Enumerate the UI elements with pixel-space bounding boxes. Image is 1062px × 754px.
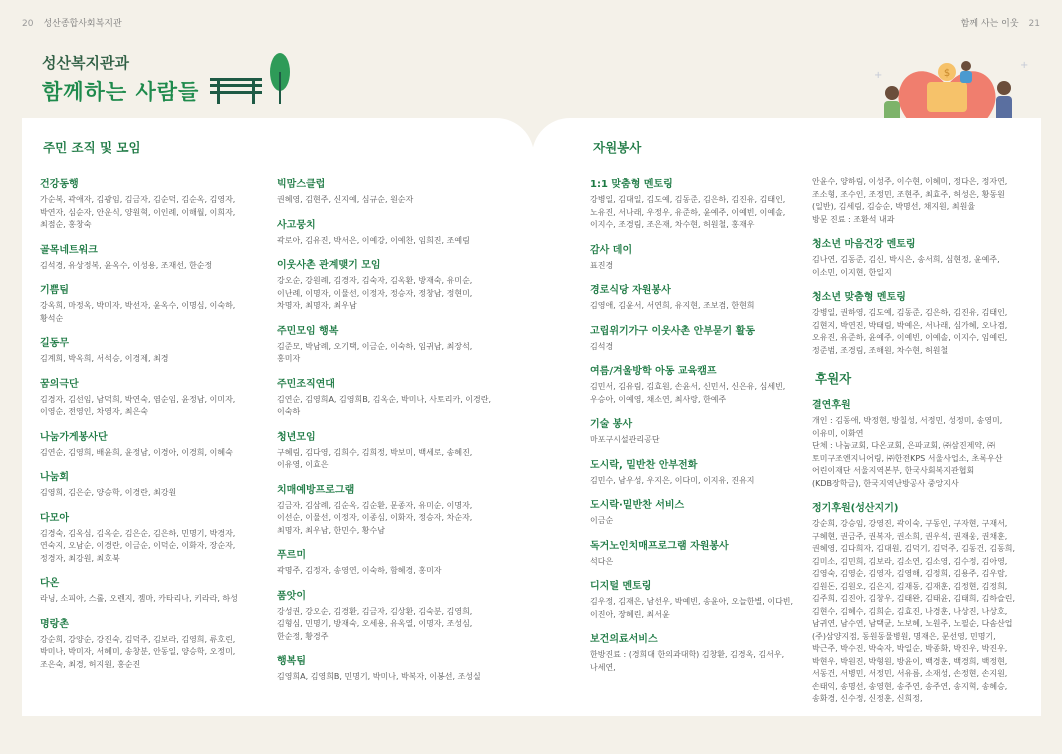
group-title: 주민조직연대: [277, 378, 335, 390]
member-group: [277, 326, 497, 366]
group-title: 행복팀: [277, 656, 306, 667]
member-group: [277, 591, 497, 644]
member-group: [40, 338, 250, 366]
svg-text:+: +: [1020, 60, 1029, 71]
member-group: [590, 541, 795, 569]
group-title: 길동무: [40, 338, 69, 349]
group-members: 김우정, 김재은, 남선우, 박예빈, 송윤아, 오늘한별, 이다빈, 이진아, 장혜린, 최서윤: [590, 597, 794, 619]
member-group: [40, 513, 250, 566]
group-members: 김계희, 박옥희, 서석승, 이경제, 최경: [40, 354, 169, 363]
group-title: 건강동행: [40, 179, 79, 190]
right-column-2: [812, 176, 1022, 706]
group-members: 한방진료 : (경희대 한의과대학) 김창환, 김경옥, 김서우, 나세연,: [590, 650, 785, 672]
group-title: 결연후원: [812, 400, 851, 411]
member-group: [277, 656, 497, 684]
group-members: 김민서, 김유림, 김효원, 손윤서, 신민서, 신은유, 심세빈, 우승아, 이예영, 채소연, 최사랑, 한예주: [590, 382, 786, 404]
group-members: 강순희, 강승임, 강영진, 곽이숙, 구동인, 구자현, 구재서, 구혜현, 권금주, 권복자, 권소희, 권우석, 권재웅, 권채훈, 권혜영, 김다희자, 김대원, 김덕기, 김덕주, 김동건, 김동희, 김미소, 김민희, 김보라, 김소연, 김소영, 김수정, 김아영, 김영숙, 김영순, 김영자, 김영해, 김정희, 김용주, 김우람, 김원돈, 김원오, 김은지, 김재동, 김재훈, 김정현, 김정희, 김주희, 김진아, 김창우, 김태완, 김태윤, 김태희, 김하슬린, 김현수, 김혜수, 김희순, 김효진, 나경훈, 나상진, 나상호, 남귀연, 남수연, 남택균, 노보혜, 노원주, 노필순, 다솜산업(주)삼양지점, 동원동물병원, 명재은, 문선영, 민명기, 박근주, 박수진, 박숙자, 박일순, 박종화, 박진우, 박진우, 박현우, 박원진, 박형원, 방윤이, 백경훈, 백경희, 백정현, 서동건, 서병민, 서정민, 서유름, 소재성, 손정현, 손지원, 손태익, 송명선, 송영현, 송주연, 송주연, 송지혁, 송혜승, 송화경, 신수정, 신정훈, 신희정,: [812, 519, 1016, 703]
continued-text: 안윤수, 양하림, 이성주, 이수현, 이혜미, 정다은, 정자연, 조소형, 조수인, 조정민, 조현주, 최효주, 허성은, 황동원(일반), 김세림, 김승순, 박명선, 채지원, 최원율 방문 진료 : 조환석 내과: [812, 177, 1008, 224]
group-title: 빅맘스클럽: [277, 179, 326, 190]
group-members: 라닝, 소피아, 스롤, 오렌지, 젬마, 카타리나, 키라라, 하성: [40, 594, 238, 603]
group-members: 가순복, 곽애자, 김광임, 김금자, 김순덕, 김순옥, 김영자, 박연자, 심순자, 안운식, 양원혁, 이인례, 이해월, 이희자, 최점순, 홍창숙: [40, 195, 236, 229]
group-members: 강순희, 강양순, 강진숙, 김덕주, 김보라, 김영희, 류호린, 박미나, 박미자, 서혜미, 송창분, 안동일, 양승학, 오정미, 조은숙, 최경, 허지원, 홍순진: [40, 634, 236, 669]
group-members: 강오순, 강원례, 김경자, 김숙자, 김옥환, 방재숙, 유미순, 이난례, 이명자, 이물선, 이정자, 정승자, 정창남, 정현미, 차명자, 최명자, 최우남: [277, 276, 473, 310]
group-title: 청소년 맞춤형 멘토링: [812, 292, 906, 303]
group-members: 김나연, 김동준, 김신, 박시은, 송서희, 심현정, 윤예주, 이소민, 이지현, 한일지: [812, 255, 1000, 277]
group-title: 감사 데이: [590, 244, 633, 256]
publication-title: 성산종합사회복지관: [43, 19, 122, 29]
svg-text:$: $: [943, 68, 951, 79]
group-title: 1:1 맞춤형 멘토링: [590, 179, 673, 190]
page-number-right: 21: [1028, 19, 1040, 29]
member-group: [812, 239, 1022, 279]
member-group: [590, 581, 795, 621]
group-members: 김민수, 남우성, 우지은, 이다미, 이지유, 진유지: [590, 475, 755, 485]
group-members: 권혜영, 김현주, 신지예, 심규순, 원순자: [277, 195, 414, 204]
group-title: 기쁨팀: [40, 285, 69, 296]
member-group: [40, 379, 250, 419]
member-group: [590, 285, 795, 313]
member-group: [40, 285, 250, 325]
member-group: [590, 245, 795, 273]
left-column-2: [277, 166, 497, 684]
group-members: 곽로아, 김유진, 박서은, 이예강, 이예찬, 임희진, 조예림: [277, 235, 470, 245]
right-column-1: [590, 166, 795, 674]
member-group: [812, 503, 1022, 706]
member-group: [40, 432, 250, 460]
member-group: [277, 379, 497, 419]
group-members: 김연순, 김영희A, 김영희B, 김옥순, 박미나, 사토리카, 이경란, 이숙하: [277, 394, 492, 416]
group-members: 김경자, 김선임, 남덕희, 박연숙, 염순임, 윤정남, 이미자, 이영순, 전영인, 차영자, 최은숙: [40, 394, 236, 416]
group-members: 석다은: [590, 556, 614, 566]
group-title: 다온: [40, 578, 60, 589]
group-members: 김영희A, 김영희B, 민명기, 박미나, 박복자, 이봉선, 조성실: [277, 672, 481, 681]
group-title: 청년모임: [277, 431, 316, 443]
group-members: 김준모, 박남례, 오기택, 이금순, 이숙하, 임귀남, 최장석, 홍미자: [277, 341, 473, 363]
section-sponsors: [812, 373, 1022, 387]
group-title: 골목네트워크: [40, 244, 98, 256]
page-title: 함께하는 사람들: [42, 80, 200, 104]
member-group: [590, 460, 795, 488]
page-header-left: [22, 16, 122, 29]
group-members: 김금자, 김삼례, 김순옥, 김순환, 문종자, 유미순, 이명자, 이선순, 이물선, 이정자, 이종심, 이화자, 정승자, 차순자, 최명자, 최우남, 한민수, 황수남: [277, 500, 473, 535]
group-title: 고립위기가구 이웃사촌 안부묻기 활동: [590, 325, 756, 337]
group-title: 이웃사촌 관계맺기 모임: [277, 260, 381, 271]
group-title: 보건의료서비스: [590, 634, 658, 645]
member-group: [277, 485, 497, 538]
group-members: 표진경: [590, 260, 614, 270]
group-title: 푸르미: [277, 550, 306, 561]
group-members: 김석경, 유상정복, 윤옥수, 이성용, 조재선, 한순정: [40, 260, 213, 270]
group-members: 강옥희, 마정옥, 박미자, 박선자, 윤옥수, 이명심, 이숙하, 황석순: [40, 301, 236, 323]
group-members: 이금순: [590, 516, 614, 525]
group-members: 마포구시설관리공단: [590, 435, 660, 444]
group-title: 치매예방프로그램: [277, 484, 355, 496]
group-title: 주민모임 행복: [277, 325, 339, 337]
group-title: 나눔회: [40, 472, 69, 483]
group-title: 나눔가게봉사단: [40, 431, 108, 443]
group-title: 도시락, 밑반찬 안부전화: [590, 459, 698, 471]
group-members: 김연순, 김영희, 배윤희, 윤정남, 이경아, 이경희, 이혜숙: [40, 447, 233, 457]
group-title: 청소년 마음건강 멘토링: [812, 239, 916, 250]
group-members: 개인 : 김동애, 박정현, 방칠성, 서정민, 성정미, 송영미, 이유미, 이화연 단체 : 나눔교회, 다온교회, 은파교회, ㈜삼진제약, ㈜토미구조엔지니어링, ㈜한전KPS 서울사업소, 초록우산 어린이재단 서울지역본부, 한국사회복지관협회(KDB장학금), 한국지역난방공사 중앙지사: [812, 416, 1003, 488]
group-members: 김영희, 김은순, 양승학, 이경란, 최강원: [40, 488, 177, 497]
page-number-left: 20: [22, 19, 34, 29]
member-group: [590, 366, 795, 406]
group-title: 품앗이: [277, 590, 306, 602]
group-members: 곽명주, 김정자, 송영연, 이숙하, 함혜경, 홍미자: [277, 566, 442, 575]
member-group: [40, 245, 250, 273]
group-members: 강병일, 권하영, 김도예, 김동준, 김은하, 김진유, 김태인, 김현지, 박연진, 박태림, 박예은, 서나래, 심가혜, 오나겸, 오유진, 유준하, 윤예주, 이예빈, 이예솔, 이지수, 임예린, 정준범, 조경림, 조해원, 차수현, 허원철: [812, 308, 1008, 355]
section-title: 후원자: [812, 373, 854, 385]
member-group: [590, 326, 795, 354]
member-group: [40, 179, 250, 232]
group-title: 도시락·밑반찬 서비스: [590, 500, 685, 511]
member-group: [277, 220, 497, 248]
group-members: 강병일, 김대일, 김도예, 김동준, 김은하, 김진유, 김태인, 노유진, 서나래, 우정우, 유준하, 윤예주, 이예빈, 이예솔, 이지수, 조경림, 조은재, 차수현, 허원철, 홍재우: [590, 195, 786, 229]
member-group: [590, 500, 795, 528]
member-group: [277, 550, 497, 578]
group-title: 독거노인치매프로그램 자원봉사: [590, 540, 729, 552]
section-title: 주민 조직 및 모임: [40, 142, 144, 154]
group-title: 꿈의극단: [40, 378, 79, 390]
group-members: 김영애, 김윤서, 서연희, 유지현, 조보겸, 한현희: [590, 301, 755, 310]
group-title: 사고뭉치: [277, 219, 316, 231]
bench-icon: [210, 74, 262, 104]
svg-text:+: +: [874, 70, 883, 81]
group-members: 김석경: [590, 341, 614, 351]
member-group: [590, 634, 795, 674]
chapter-title: 함께 사는 이웃: [960, 19, 1019, 29]
member-group: [812, 292, 1022, 357]
member-group: [277, 432, 497, 472]
group-title: 명랑촌: [40, 618, 69, 630]
member-group: [40, 472, 250, 500]
member-group: [590, 419, 795, 447]
tree-icon: [268, 52, 292, 104]
left-column-1: [40, 166, 250, 671]
group-title: 정기후원(성산지기): [812, 503, 899, 514]
group-title: 기술 봉사: [590, 419, 633, 430]
group-title: 다모아: [40, 512, 69, 524]
group-title: 여름/겨울방학 아동 교육캠프: [590, 366, 717, 377]
group-members: 강성권, 강오순, 김경환, 김금자, 김상환, 김숙분, 김영희, 김형심, 민명기, 방재숙, 오세용, 유옥열, 이명자, 조성심, 한순정, 황경주: [277, 606, 473, 641]
member-group: [277, 179, 497, 207]
member-group: [40, 619, 250, 672]
group-title: 디지털 멘토링: [590, 581, 652, 592]
section-resident-groups: [40, 142, 144, 156]
group-members: 김경숙, 김옥심, 김옥순, 김은순, 김은하, 민명기, 박경자, 연숙지, 오남순, 이경란, 이금순, 이덕순, 이화자, 장순자, 정경자, 최강원, 최호북: [40, 528, 236, 563]
member-group: [812, 400, 1022, 490]
member-group: [590, 179, 795, 232]
page-subtitle: 성산복지관과: [42, 54, 129, 72]
page-header-right: [961, 16, 1040, 29]
section-volunteers: [590, 142, 644, 156]
member-group: [277, 260, 497, 313]
group-members: 구혜림, 김다영, 김희수, 김희정, 박보미, 백세로, 송혜진, 이유영, 이효은: [277, 447, 473, 469]
group-title: 경로식당 자원봉사: [590, 285, 671, 296]
section-title: 자원봉사: [590, 142, 644, 154]
member-group: [40, 578, 250, 606]
